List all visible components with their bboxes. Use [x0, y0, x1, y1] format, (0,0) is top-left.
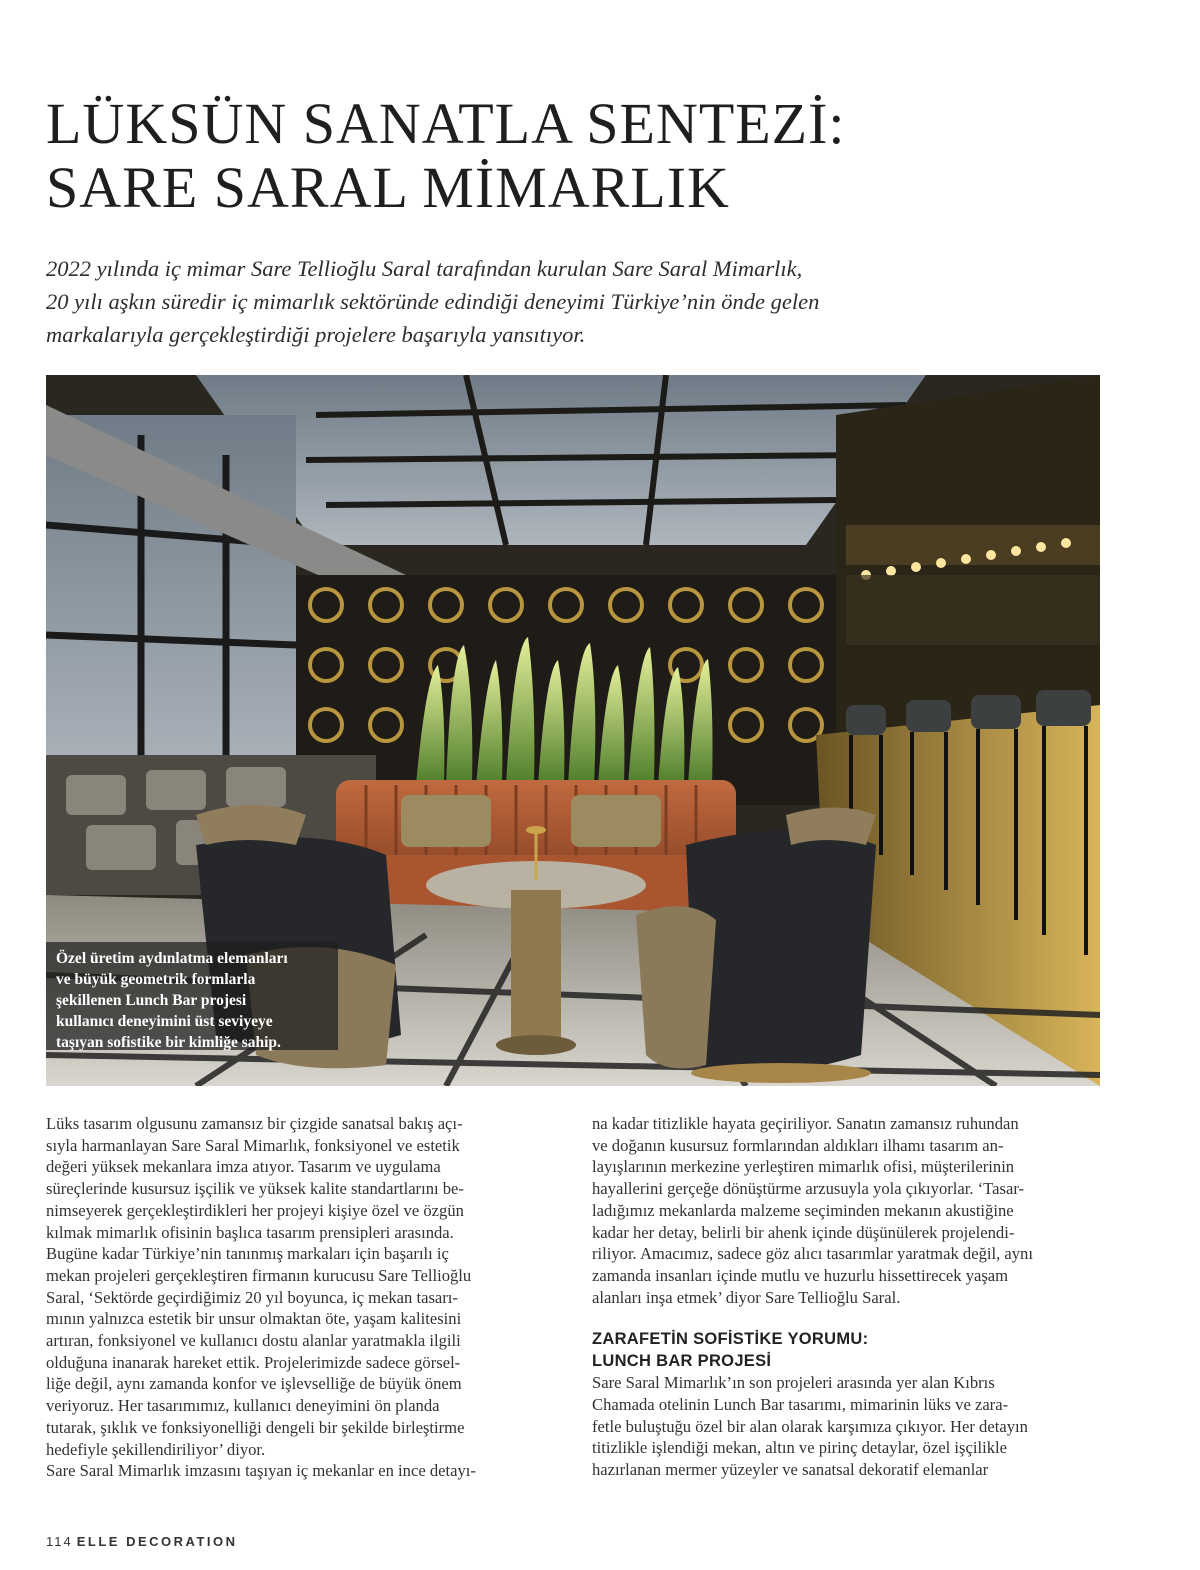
- body-line: Sare Saral Mimarlık imzasını taşıyan iç mekanlar en ince detayı-: [46, 1461, 476, 1481]
- lead-line: 20 yılı aşkın süredir iç mimarlık sektöründe edindiği deneyimi Türkiye’nin önde gelen: [46, 289, 820, 314]
- page-number: 114: [46, 1534, 73, 1549]
- body-line: veriyoruz. Her tasarımımız, kullanıcı deneyimini ön planda: [46, 1396, 440, 1416]
- body-line: ladığımız mekanlarda malzeme seçiminden mekanın akustiğine: [592, 1200, 1014, 1220]
- page-footer: [46, 1534, 238, 1549]
- body-line: kadar her detay, belirli bir ahenk içinde düşünülerek projelendi-: [592, 1222, 1015, 1242]
- lead-line: 2022 yılında iç mimar Sare Tellioğlu Saral tarafından kurulan Sare Saral Mimarlık,: [46, 256, 803, 281]
- body-line: sıyla harmanlayan Sare Saral Mimarlık, fonksiyonel ve estetik: [46, 1135, 460, 1155]
- caption-line: taşıyan sofistike bir kimliğe sahip.: [56, 1034, 281, 1051]
- body-line: na kadar titizlikle hayata geçiriliyor. Sanatın zamansız ruhundan: [592, 1114, 1019, 1133]
- caption-line: ve büyük geometrik formlarla: [56, 971, 256, 988]
- body-line: zamanda insanları içinde mutlu ve huzurlu hissettirecek yaşam: [592, 1265, 1009, 1285]
- magazine-name: ELLE DECORATION: [76, 1534, 238, 1549]
- body-line: hazırlanan mermer yüzeyler ve sanatsal dekoratif elemanlar: [592, 1460, 989, 1480]
- body-line: kılmak mimarlık ofisinin başlıca tasarım prensipleri arasında.: [46, 1222, 454, 1242]
- subheading-line: LUNCH BAR PROJESİ: [592, 1352, 772, 1371]
- body-line: hedefiyle şekillendiriliyor’ diyor.: [46, 1439, 266, 1459]
- title-line: LÜKSÜN SANATLA SENTEZİ:: [46, 91, 846, 156]
- body-line: layışlarının merkezine yerleştiren mimarlık ofisi, müşterilerinin: [592, 1157, 1015, 1177]
- body-line: nimseyerek gerçekleştirdikleri her projeyi kişiye özel ve özgün: [46, 1200, 464, 1220]
- body-line: süreçlerinde kusursuz işçilik ve yüksek kalite standartlarını be-: [46, 1179, 464, 1199]
- body-line: mekan projeleri gerçekleştiren firmanın kurucusu Sare Tellioğlu: [46, 1265, 472, 1285]
- body-line: Lüks tasarım olgusunu zamansız bir çizgide sanatsal bakış açı-: [46, 1114, 463, 1133]
- body-line: Chamada otelinin Lunch Bar tasarımı, mimarinin lüks ve zara-: [592, 1395, 1009, 1415]
- body-line: değeri yüksek mekanlara imza atıyor. Tasarım ve uygulama: [46, 1157, 441, 1177]
- body-line: liğe değil, aynı zamanda konfor ve işlevselliğe de büyük önem: [46, 1374, 462, 1394]
- article-column-right: [592, 1113, 1102, 1481]
- body-line: titizlikle işlendiği mekan, altın ve pirinç detaylar, özel işçilikle: [592, 1438, 1007, 1458]
- photo-caption: [46, 942, 338, 1050]
- subheading-line: ZARAFETİN SOFİSTİKE YORUMU:: [592, 1330, 869, 1349]
- body-block: [592, 1372, 1102, 1481]
- body-line: Sare Saral Mimarlık’ın son projeleri arasında yer alan Kıbrıs: [592, 1373, 995, 1393]
- title-line: SARE SARAL MİMARLIK: [46, 155, 730, 220]
- body-line: tutarak, şıklık ve fonksiyonelliği dengeli bir şekilde birleştirme: [46, 1417, 465, 1437]
- body-line: fetle buluştuğu özel bir alan olarak karşımıza çıkıyor. Her detayın: [592, 1416, 1028, 1436]
- body-line: mının yalnızca estetik bir unsur olmaktan öte, yaşam kalitesini: [46, 1309, 462, 1329]
- caption-line: şekillenen Lunch Bar projesi: [56, 992, 247, 1009]
- article-title: [46, 92, 1146, 220]
- body-line: hayallerini gerçeğe dönüştürme arzusuyla yola çıkıyorlar. ‘Tasar-: [592, 1179, 1025, 1199]
- body-line: olduğuna inanarak hareket ettik. Projelerimizde sadece görsel-: [46, 1352, 461, 1372]
- body-line: riliyor. Amacımız, sadece göz alıcı tasarımlar yaratmak değil, aynı: [592, 1244, 1033, 1264]
- body-line: artıran, fonksiyonel ve kullanıcı dostu alanlar yaratmakla ilgili: [46, 1331, 461, 1351]
- body-line: Bugüne kadar Türkiye’nin tanınmış markaları için başarılı iç: [46, 1244, 449, 1264]
- article-column-left: [46, 1113, 556, 1482]
- body-line: alanları inşa etmek’ diyor Sare Tellioğlu Saral.: [592, 1287, 901, 1307]
- lead-line: markalarıyla gerçekleştirdiği projelere başarıyla yansıtıyor.: [46, 322, 586, 347]
- caption-line: Özel üretim aydınlatma elemanları: [56, 950, 288, 967]
- section-subheading: [592, 1328, 1102, 1372]
- caption-line: kullanıcı deneyimini üst seviyeye: [56, 1013, 273, 1030]
- body-line: ve doğanın kusursuz formlarından aldıkları ilhamı tasarım an-: [592, 1135, 1004, 1155]
- body-line: Saral, ‘Sektörde geçirdiğimiz 20 yıl boyunca, iç mekan tasarı-: [46, 1287, 458, 1307]
- body-block: [592, 1113, 1102, 1308]
- article-lead: [46, 252, 1106, 351]
